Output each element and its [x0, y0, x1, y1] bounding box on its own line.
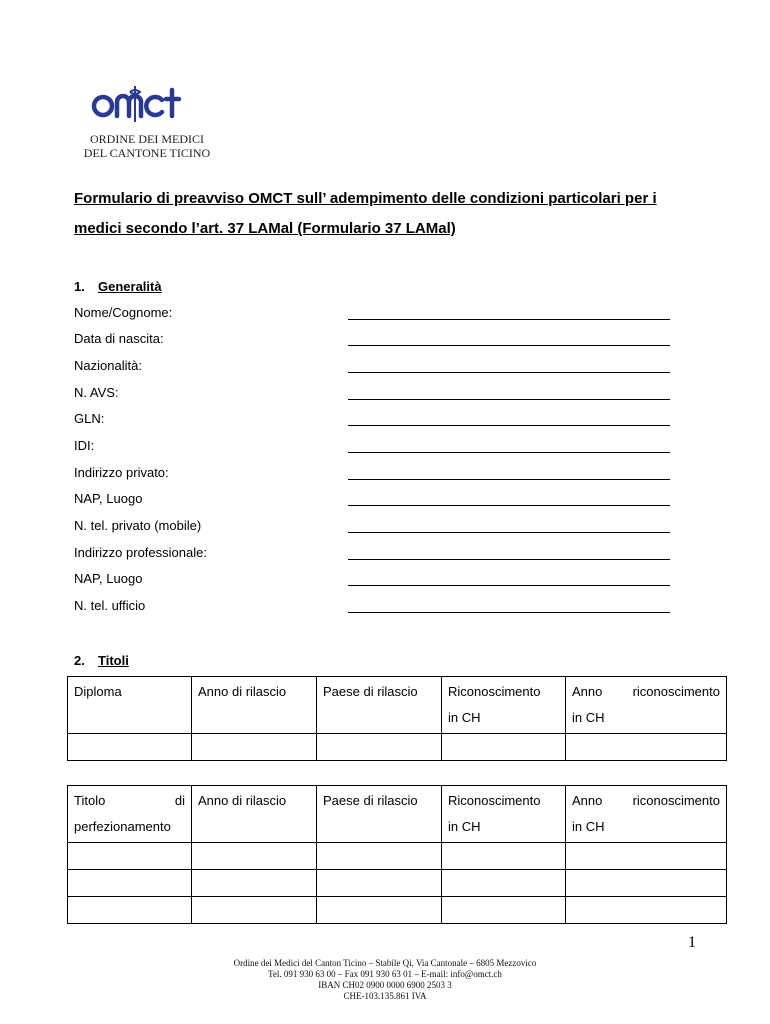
field-line-tel-ufficio[interactable]	[348, 612, 670, 613]
header-anno-riconoscimento-line2: in CH	[572, 819, 605, 834]
header-anno-rilascio: Anno di rilascio	[192, 677, 317, 734]
header-anno-word: Anno	[572, 793, 603, 808]
footer-address: Ordine dei Medici del Canton Ticino – Stabile Qi, Via Cantonale – 6805 Mezzovico	[233, 958, 537, 968]
field-label-nap-luogo-privato: NAP, Luogo	[74, 491, 143, 506]
field-line-nome-cognome[interactable]	[348, 319, 670, 320]
footer-iban: IBAN CH02 0900 0000 6900 2503 3	[318, 980, 452, 990]
field-label-gln: GLN:	[74, 411, 105, 426]
table-header-row	[68, 786, 727, 843]
header-riconoscimento-line2: in CH	[448, 819, 481, 834]
table-cell[interactable]	[566, 734, 727, 761]
header-anno-riconoscimento	[566, 786, 727, 843]
header-paese-rilascio: Paese di rilascio	[317, 786, 442, 843]
field-line-nazionalita[interactable]	[348, 372, 670, 373]
section-number: 2.	[74, 653, 85, 668]
table-row	[68, 897, 727, 924]
field-line-indirizzo-privato[interactable]	[348, 479, 670, 480]
table-cell[interactable]	[68, 843, 192, 870]
table-cell[interactable]	[566, 870, 727, 897]
header-anno-riconoscimento-line2: in CH	[572, 710, 605, 725]
table-header-row	[68, 677, 727, 734]
header-riconoscimento-word: riconoscimento	[632, 793, 720, 808]
section-heading-titoli	[74, 653, 129, 668]
field-line-nap-luogo-ufficio[interactable]	[348, 585, 670, 586]
field-label-idi: IDI:	[74, 438, 95, 453]
header-titolo-perfezionamento	[68, 786, 192, 843]
omct-logo	[90, 82, 182, 124]
table-row	[68, 734, 727, 761]
field-label-indirizzo-privato: Indirizzo privato:	[74, 465, 169, 480]
header-riconoscimento-line2: in CH	[448, 710, 481, 725]
footer-contacts: Tel. 091 930 63 00 – Fax 091 930 63 01 – E-mail: info@omct.ch	[268, 969, 502, 979]
header-riconoscimento-line1: Riconoscimento	[448, 684, 541, 699]
form-title-line2: medici secondo l’art. 37 LAMal (Formulario 37 LAMal)	[74, 220, 456, 237]
header-titolo-word: Titolo	[74, 793, 106, 808]
table-cell[interactable]	[317, 870, 442, 897]
page-number: 1	[688, 934, 696, 951]
diploma-table	[67, 676, 727, 761]
section-label: Titoli	[98, 653, 129, 668]
field-line-data-nascita[interactable]	[348, 345, 670, 346]
table-row	[68, 843, 727, 870]
field-line-tel-privato[interactable]	[348, 532, 670, 533]
table-cell[interactable]	[192, 897, 317, 924]
header-titolo-line2: perfezionamento	[74, 819, 171, 834]
header-di-word: di	[174, 793, 185, 808]
table-cell[interactable]	[68, 734, 192, 761]
header-riconoscimento	[442, 677, 566, 734]
header-anno-riconoscimento	[566, 677, 727, 734]
section-label: Generalità	[98, 279, 162, 294]
header-anno-riconoscimento-line1	[572, 788, 720, 814]
table-cell[interactable]	[317, 843, 442, 870]
field-label-data-nascita: Data di nascita:	[74, 331, 164, 346]
field-label-tel-ufficio: N. tel. ufficio	[74, 598, 146, 613]
field-line-indirizzo-professionale[interactable]	[348, 559, 670, 560]
table-cell[interactable]	[442, 870, 566, 897]
header-riconoscimento-word: riconoscimento	[632, 684, 720, 699]
table-cell[interactable]	[442, 897, 566, 924]
field-line-gln[interactable]	[348, 425, 670, 426]
section-number: 1.	[74, 279, 85, 294]
header-riconoscimento-line1: Riconoscimento	[448, 793, 541, 808]
field-label-nazionalita: Nazionalità:	[74, 358, 142, 373]
table-cell[interactable]	[317, 897, 442, 924]
form-title-line1: Formulario di preavviso OMCT sull’ adempimento delle condizioni particolari per i	[74, 190, 657, 207]
org-name-line1: ORDINE DEI MEDICI	[90, 132, 204, 146]
table-cell[interactable]	[566, 843, 727, 870]
header-paese-rilascio: Paese di rilascio	[317, 677, 442, 734]
field-label-nome-cognome: Nome/Cognome:	[74, 305, 173, 320]
field-label-avs: N. AVS:	[74, 385, 119, 400]
footer-vat: CHE-103.135.861 IVA	[343, 991, 427, 1001]
header-riconoscimento	[442, 786, 566, 843]
field-label-nap-luogo-ufficio: NAP, Luogo	[74, 571, 143, 586]
table-cell[interactable]	[192, 734, 317, 761]
header-anno-word: Anno	[572, 684, 603, 699]
field-line-avs[interactable]	[348, 399, 670, 400]
table-row	[68, 870, 727, 897]
table-cell[interactable]	[317, 734, 442, 761]
org-name	[72, 132, 222, 160]
table-cell[interactable]	[192, 843, 317, 870]
field-line-nap-luogo-privato[interactable]	[348, 505, 670, 506]
field-label-indirizzo-professionale: Indirizzo professionale:	[74, 545, 207, 560]
page-footer	[0, 958, 770, 1002]
field-label-tel-privato: N. tel. privato (mobile)	[74, 518, 202, 533]
header-diploma: Diploma	[68, 677, 192, 734]
section-heading-generalita	[74, 279, 162, 294]
table-cell[interactable]	[566, 897, 727, 924]
org-name-line2: DEL CANTONE TICINO	[83, 146, 211, 160]
table-cell[interactable]	[192, 870, 317, 897]
caduceus-logo-icon	[90, 82, 182, 124]
perfezionamento-table	[67, 785, 727, 924]
header-titolo-line1	[74, 788, 185, 814]
table-cell[interactable]	[442, 734, 566, 761]
table-cell[interactable]	[442, 843, 566, 870]
table-cell[interactable]	[68, 897, 192, 924]
header-anno-riconoscimento-line1	[572, 679, 720, 705]
header-anno-rilascio: Anno di rilascio	[192, 786, 317, 843]
table-cell[interactable]	[68, 870, 192, 897]
field-line-idi[interactable]	[348, 452, 670, 453]
